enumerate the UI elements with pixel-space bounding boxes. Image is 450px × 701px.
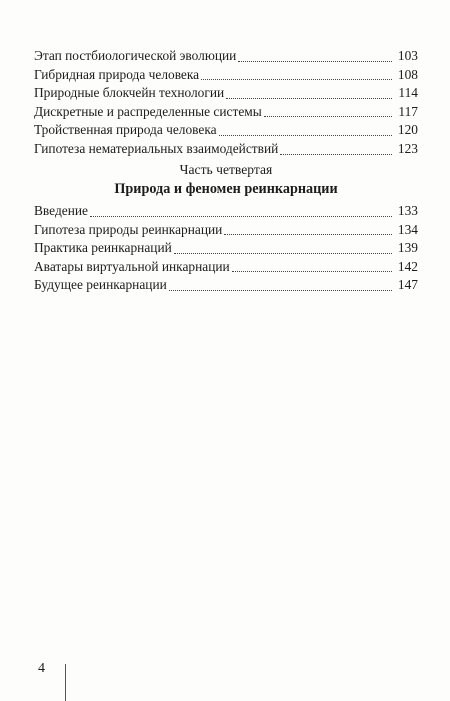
toc-entry-page: 123 <box>397 140 418 156</box>
toc-entry-title: Гибридная природа человека <box>34 66 200 82</box>
toc-entry-title: Этап постбиологической эволюции <box>34 48 237 63</box>
toc-section-continued <box>34 47 418 159</box>
toc-entry <box>34 140 418 159</box>
toc-entry-page: 147 <box>397 277 418 293</box>
toc-entry-title: Гипотеза природы реинкарнации <box>34 221 223 237</box>
toc-entry <box>34 258 418 277</box>
dot-leader <box>90 215 392 217</box>
toc-entry <box>34 276 418 295</box>
dot-leader <box>280 153 392 155</box>
toc-entry-page: 108 <box>397 66 418 82</box>
dot-leader <box>169 289 392 291</box>
toc-entry-page: 114 <box>398 85 418 101</box>
dot-leader <box>201 78 392 80</box>
margin-rule <box>65 664 66 701</box>
toc-section-part-four <box>34 202 418 295</box>
toc-entry <box>34 221 418 240</box>
dot-leader <box>219 134 392 136</box>
toc-entry <box>34 66 418 85</box>
toc-entry-title: Гипотеза нематериальных взаимодействий <box>34 140 279 156</box>
toc-entry-page: 139 <box>397 240 418 256</box>
toc-entry-page: 117 <box>398 103 418 119</box>
page-number: 4 <box>38 661 45 676</box>
part-label: Часть четвертая <box>179 162 273 177</box>
toc-entry <box>34 47 418 66</box>
dot-leader <box>226 97 392 99</box>
toc-entry <box>34 84 418 103</box>
toc-entry-title: Аватары виртуальной инкарнации <box>34 258 230 274</box>
toc-entry <box>34 202 418 221</box>
toc-entry <box>34 121 418 140</box>
toc-entry-title: Будущее реинкарнации <box>34 277 167 293</box>
toc-entry-page: 103 <box>397 48 418 63</box>
dot-leader <box>238 60 392 62</box>
toc-entry-page: 142 <box>397 258 418 274</box>
part-title: Природа и феномен реинкарнации <box>114 181 338 197</box>
toc-entry-page: 134 <box>397 221 418 237</box>
toc-entry <box>34 239 418 258</box>
toc-entry-title: Тройственная природа человека <box>34 122 217 138</box>
toc-entry-page: 133 <box>397 203 418 218</box>
toc-entry-title: Дискретные и распределенные системы <box>34 103 262 119</box>
dot-leader <box>264 115 392 117</box>
toc-entry <box>34 103 418 122</box>
toc-entry-title: Практика реинкарнаций <box>34 240 172 256</box>
toc-entry-title: Природные блокчейн технологии <box>34 85 225 101</box>
toc-entry-title: Введение <box>34 203 88 218</box>
dot-leader <box>224 233 392 235</box>
dot-leader <box>174 252 392 254</box>
toc-entry-page: 120 <box>397 122 418 138</box>
dot-leader <box>232 270 392 272</box>
